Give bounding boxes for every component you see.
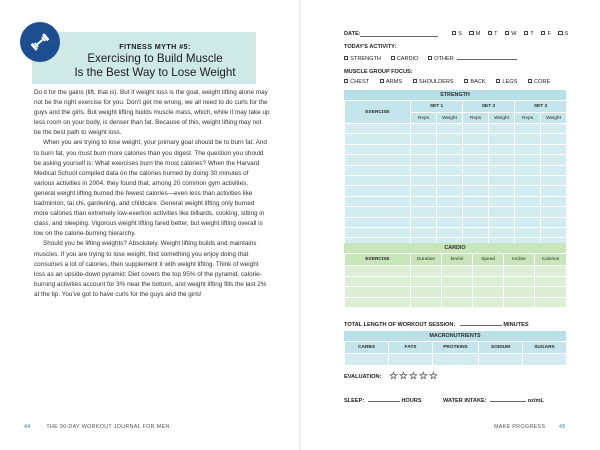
strength-cell[interactable] — [437, 134, 463, 144]
activity-label: TODAY'S ACTIVITY: — [344, 44, 397, 50]
strength-row — [345, 155, 567, 165]
set-header: SET 2 — [463, 101, 515, 113]
strength-cell[interactable] — [489, 165, 515, 175]
cardio-cell[interactable] — [442, 297, 473, 308]
strength-cell[interactable] — [541, 186, 567, 196]
strength-row — [345, 165, 567, 175]
cardio-row — [345, 276, 567, 287]
water-field[interactable] — [490, 396, 526, 402]
article-body — [34, 88, 270, 300]
sub-col-header: Reps — [411, 113, 437, 124]
strength-cell[interactable] — [489, 124, 515, 134]
water-row — [443, 396, 544, 404]
strength-cell[interactable] — [463, 124, 489, 134]
strength-cell[interactable] — [541, 217, 567, 227]
strength-cell[interactable] — [541, 134, 567, 144]
strength-cell[interactable] — [411, 186, 437, 196]
strength-cell[interactable] — [515, 217, 541, 227]
strength-cell[interactable] — [489, 217, 515, 227]
cardio-cell[interactable] — [504, 276, 535, 287]
day-option[interactable]: W — [505, 31, 516, 37]
cardio-cell[interactable] — [411, 297, 442, 308]
strength-cell[interactable] — [515, 196, 541, 206]
strength-row — [345, 196, 567, 206]
paragraph: Do it for the gains (lift, that is). But if weight loss is the goal, weight lifting alone may not be the right exercise for you. Don't get me wrong, we all need to do curls for the guys and the girls. But weight lifting builds muscle mass, which, while it may take up less room on your body, is denser than fat. Because of this, weight lifting may not be the best path to weight loss. — [34, 89, 270, 137]
strength-cell[interactable] — [541, 207, 567, 217]
day-option[interactable]: M — [469, 31, 480, 37]
strength-cell[interactable] — [489, 227, 515, 237]
strength-cell[interactable] — [411, 175, 437, 185]
cardio-title: CARDIO — [344, 243, 566, 253]
strength-cell[interactable] — [437, 165, 463, 175]
strength-cell[interactable] — [489, 155, 515, 165]
footer-right — [494, 424, 566, 430]
strength-cell[interactable] — [345, 124, 411, 134]
strength-cell[interactable] — [437, 196, 463, 206]
cardio-cell[interactable] — [473, 276, 504, 287]
footer-left — [24, 424, 170, 430]
strength-cell[interactable] — [411, 217, 437, 227]
strength-cell[interactable] — [515, 124, 541, 134]
cardio-row — [345, 266, 567, 277]
page-number: 44 — [24, 424, 31, 430]
cardio-cell[interactable] — [504, 297, 535, 308]
water-label: WATER INTAKE: — [443, 398, 487, 404]
strength-cell[interactable] — [345, 196, 411, 206]
cardio-cell[interactable] — [411, 276, 442, 287]
sub-col-header: Reps — [463, 113, 489, 124]
strength-cell[interactable] — [437, 217, 463, 227]
muscle-core[interactable]: CORE — [528, 79, 550, 85]
strength-cell[interactable] — [463, 217, 489, 227]
activity-cardio[interactable]: CARDIO — [391, 56, 419, 62]
strength-row — [345, 124, 567, 134]
strength-cell[interactable] — [541, 196, 567, 206]
macro-cell[interactable] — [345, 354, 389, 366]
cardio-cell[interactable] — [345, 266, 411, 277]
cardio-cell[interactable] — [442, 266, 473, 277]
badge — [20, 22, 60, 62]
strength-cell[interactable] — [411, 144, 437, 154]
page-title — [60, 52, 250, 80]
strength-cell[interactable] — [437, 175, 463, 185]
sub-col-header: Weight — [437, 113, 463, 124]
strength-row — [345, 217, 567, 227]
strength-cell[interactable] — [463, 227, 489, 237]
day-option[interactable]: F — [541, 31, 551, 37]
muscle-back[interactable]: BACK — [464, 79, 485, 85]
strength-cell[interactable] — [541, 144, 567, 154]
macro-cell[interactable] — [433, 354, 479, 366]
page-number: 45 — [559, 424, 566, 430]
cardio-row — [345, 297, 567, 308]
water-unit: oz/mL — [527, 398, 544, 404]
strength-cell[interactable] — [345, 227, 411, 237]
cardio-col-header: km/mi — [442, 254, 473, 266]
strength-cell[interactable] — [515, 134, 541, 144]
strength-cell[interactable] — [541, 175, 567, 185]
strength-cell[interactable] — [411, 134, 437, 144]
strength-cell[interactable] — [463, 196, 489, 206]
strength-cell[interactable] — [345, 175, 411, 185]
activity-strength[interactable]: STRENGTH — [344, 56, 381, 62]
cardio-cell[interactable] — [345, 297, 411, 308]
activity-other[interactable]: OTHER — [428, 56, 454, 62]
strength-grid — [344, 100, 567, 249]
strength-cell[interactable] — [463, 207, 489, 217]
cardio-table — [344, 243, 566, 308]
strength-row — [345, 144, 567, 154]
strength-cell[interactable] — [541, 155, 567, 165]
sub-col-header: Weight — [541, 113, 567, 124]
strength-cell[interactable] — [515, 165, 541, 175]
session-field[interactable] — [460, 320, 502, 326]
sleep-unit: HOURS — [401, 398, 422, 404]
strength-cell[interactable] — [437, 124, 463, 134]
macro-cell[interactable] — [479, 354, 523, 366]
macro-col-header: SUGARS — [523, 342, 567, 354]
cardio-cell[interactable] — [442, 276, 473, 287]
strength-cell[interactable] — [489, 196, 515, 206]
strength-cell[interactable] — [345, 165, 411, 175]
session-label: TOTAL LENGTH OF WORKOUT SESSION: — [344, 322, 456, 328]
set-header: SET 3 — [515, 101, 567, 113]
cardio-cell[interactable] — [535, 297, 567, 308]
set-header: SET 1 — [411, 101, 463, 113]
cardio-col-header: EXERCISE — [345, 254, 411, 266]
strength-title: STRENGTH — [344, 90, 566, 100]
day-option[interactable]: T — [524, 31, 534, 37]
exercise-col-header: EXERCISE — [345, 101, 411, 124]
activity-options — [344, 54, 517, 62]
strength-cell[interactable] — [411, 155, 437, 165]
cardio-col-header: Speed — [473, 254, 504, 266]
strength-cell[interactable] — [411, 207, 437, 217]
strength-cell[interactable] — [345, 207, 411, 217]
cardio-cell[interactable] — [473, 297, 504, 308]
day-option[interactable]: T — [488, 31, 498, 37]
day-option[interactable]: S — [558, 31, 568, 37]
day-option[interactable]: S — [452, 31, 462, 37]
strength-cell[interactable] — [463, 144, 489, 154]
cardio-cell[interactable] — [411, 266, 442, 277]
strength-cell[interactable] — [437, 207, 463, 217]
paragraph: When you are trying to lose weight, your primary goal should be to burn fat. And to burn fat, you must burn more calories than you digest. The question you should be asking yourself is: What exercises burn the most calories? When the Harvard Medical School compiled data on the calories burned by doing 30 minutes of various activities in 2004, they found that, among 20 common gym activities, general weight lifting burned the fewest calories—even less than activities like badminton, tai chi, gardening, and childcare. General weight lifting only burned more calories than extremely low-exertion activities like billiards, cooking, sitting in class, and sleeping. Vigorous weight lifting fared better, but weight lifting overall is low on the calorie-burning hierarchy. — [34, 139, 267, 238]
strength-cell[interactable] — [463, 186, 489, 196]
title-line-2: Is the Best Way to Lose Weight — [74, 66, 236, 79]
strength-row — [345, 227, 567, 237]
sleep-field[interactable] — [368, 396, 400, 402]
cardio-cell[interactable] — [504, 266, 535, 277]
macro-col-header: SODIUM — [479, 342, 523, 354]
strength-cell[interactable] — [515, 186, 541, 196]
day-selector — [452, 31, 574, 37]
other-field[interactable] — [457, 54, 517, 60]
cardio-cell[interactable] — [535, 287, 567, 298]
myth-kicker: FITNESS MYTH #5: — [119, 42, 191, 51]
evaluation-label: EVALUATION: — [344, 374, 382, 380]
strength-row — [345, 207, 567, 217]
date-field[interactable] — [360, 31, 438, 39]
muscle-shoulders[interactable]: SHOULDERS — [413, 79, 454, 85]
cardio-cell[interactable] — [442, 287, 473, 298]
cardio-cell[interactable] — [504, 287, 535, 298]
strength-table — [344, 90, 566, 249]
running-head: THE 90-DAY WORKOUT JOURNAL FOR MEN — [46, 424, 170, 430]
strength-cell[interactable] — [437, 227, 463, 237]
strength-cell[interactable] — [463, 165, 489, 175]
muscle-legs[interactable]: LEGS — [496, 79, 517, 85]
strength-cell[interactable] — [345, 217, 411, 227]
strength-cell[interactable] — [411, 196, 437, 206]
muscle-chest[interactable]: CHEST — [344, 79, 369, 85]
muscle-arms[interactable]: ARMS — [380, 79, 402, 85]
strength-cell[interactable] — [411, 165, 437, 175]
strength-cell[interactable] — [489, 207, 515, 217]
strength-cell[interactable] — [437, 186, 463, 196]
strength-cell[interactable] — [345, 155, 411, 165]
strength-cell[interactable] — [411, 227, 437, 237]
strength-cell[interactable] — [489, 144, 515, 154]
sub-col-header: Reps — [515, 113, 541, 124]
strength-cell[interactable] — [437, 155, 463, 165]
strength-cell[interactable] — [463, 134, 489, 144]
strength-cell[interactable] — [541, 165, 567, 175]
session-row — [344, 320, 529, 328]
macro-col-header: PROTEINS — [433, 342, 479, 354]
strength-cell[interactable] — [541, 227, 567, 237]
macro-col-header: FATS — [389, 342, 433, 354]
paragraph: Should you be lifting weights? Absolutely. Weight lifting builds and maintains muscles. If you are trying to lose weight, find something you enjoy doing that consumes a lot of calories, then supplement it with weight lifting. Think of weight loss as an upside-down pyramid: Diet covers the top 95% of the pyramid, calorie-burning activities account for 3% near the bottom, and weight lifting fills the last 2% at the tip. You've got to have curls for the guys and the girls! — [34, 240, 267, 298]
strength-cell[interactable] — [463, 155, 489, 165]
strength-cell[interactable] — [515, 155, 541, 165]
cardio-cell[interactable] — [411, 287, 442, 298]
cardio-col-header: Duration — [411, 254, 442, 266]
sub-col-header: Weight — [489, 113, 515, 124]
cardio-cell[interactable] — [535, 266, 567, 277]
macros-table — [344, 331, 566, 366]
strength-cell[interactable] — [515, 175, 541, 185]
sleep-label: SLEEP: — [344, 398, 365, 404]
evaluation-row — [344, 371, 439, 382]
session-unit: MINUTES — [503, 322, 529, 328]
date-label: DATE: — [344, 31, 361, 37]
strength-row — [345, 134, 567, 144]
cardio-cell[interactable] — [345, 287, 411, 298]
cardio-cell[interactable] — [473, 266, 504, 277]
macro-cell[interactable] — [389, 354, 433, 366]
sleep-row — [344, 396, 422, 404]
strength-cell[interactable] — [515, 207, 541, 217]
strength-cell[interactable] — [411, 124, 437, 134]
strength-cell[interactable] — [345, 134, 411, 144]
muscle-label: MUSCLE GROUP FOCUS: — [344, 69, 413, 75]
title-line-1: Exercising to Build Muscle — [87, 52, 223, 65]
strength-cell[interactable] — [489, 175, 515, 185]
strength-cell[interactable] — [345, 144, 411, 154]
strength-cell[interactable] — [489, 186, 515, 196]
dumbbell-icon — [28, 30, 52, 54]
strength-cell[interactable] — [437, 144, 463, 154]
strength-cell[interactable] — [541, 124, 567, 134]
running-head: MAKE PROGRESS — [494, 424, 546, 430]
cardio-col-header: Calories — [535, 254, 567, 266]
strength-cell[interactable] — [345, 186, 411, 196]
strength-cell[interactable] — [463, 175, 489, 185]
muscle-options — [344, 79, 550, 85]
rating-stars[interactable]: ☆☆☆☆☆ — [388, 371, 439, 382]
macros-grid — [344, 341, 567, 366]
cardio-col-header: Incline — [504, 254, 535, 266]
strength-row — [345, 175, 567, 185]
cardio-cell[interactable] — [535, 276, 567, 287]
cardio-cell[interactable] — [345, 276, 411, 287]
strength-cell[interactable] — [515, 144, 541, 154]
strength-row — [345, 186, 567, 196]
strength-cell[interactable] — [489, 134, 515, 144]
cardio-row — [345, 287, 567, 298]
macro-cell[interactable] — [523, 354, 567, 366]
cardio-cell[interactable] — [473, 287, 504, 298]
strength-cell[interactable] — [515, 227, 541, 237]
macro-col-header: CARBS — [345, 342, 389, 354]
cardio-grid — [344, 253, 567, 308]
macros-title: MACRONUTRIENTS — [344, 331, 566, 341]
